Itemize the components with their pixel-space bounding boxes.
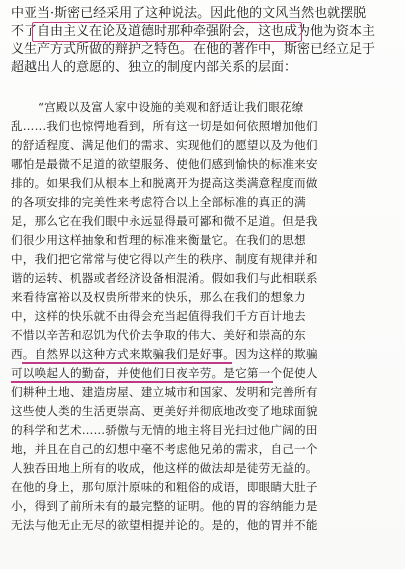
quote-line: 谐的运转、机器或者经济设备相混淆。假如我们与此相联系 (11, 271, 318, 285)
paragraph-line: 超越出人的意愿的、独立的制度内部关系的层面： (11, 60, 298, 75)
quote-line: 的舒适程度、满足他们的需求、实现他们的愿望以及为他们 (11, 138, 318, 152)
quote-line: 排的。如果我们从根本上和脱离开为提高这类满意程度而做 (11, 176, 318, 190)
quote-line: 在他的身上，那句原汁原味的和粗俗的成语，即眼睛大肚子 (11, 480, 318, 494)
quote-line: 无法与他无止无尽的欲望相提并论的。是的，他的胃并不能 (11, 518, 318, 532)
quote-line: “宫殿以及富人家中设施的美观和舒适让我们眼花缭 (38, 100, 304, 114)
quote-line: 们很少用这样抽象和哲理的标准来衡量它。在我们的思想 (11, 233, 306, 247)
quote-line: 中，我们把它常常与使它得以产生的秩序、制度有规律并和 (11, 252, 318, 266)
quote-line: 的各项安排的完美性来考虑符合以上全部标准的真正的满 (11, 195, 306, 209)
paragraph-line: 不了自由主义在论及道德时那种牵强附会，这也成为他为资本主 (11, 24, 376, 39)
quote-line: 可以唤起人的勤奋，并使他们日夜辛劳。是它第一个促使人 (11, 366, 318, 380)
quote-line: 乱……我们也惊愕地看到，所有这一切是如何依照增加他们 (11, 119, 318, 133)
quote-line: 来看待富裕以及权贵所带来的快乐，那么在我们的想象力 (11, 290, 306, 304)
quote-line: 哪怕是最微不足道的欲望服务、使他们感到愉快的标准来安 (11, 157, 318, 171)
quote-line: 足，那么它在我们眼中永远显得最可鄙和微不足道。但是我 (11, 214, 318, 228)
quote-line: 不惜以辛苦和忍饥为代价去争取的伟大、美好和崇高的东 (11, 328, 306, 342)
quote-line: 中，这样的快乐就不由得会充当起值得我们千方百计地去 (11, 309, 306, 323)
quote-line: 人独吞田地上所有的收成，他这样的做法却是徒劳无益的。 (11, 461, 318, 475)
quote-line: 们耕种土地、建造房屋、建立城市和国家、发明和完善所有 (11, 385, 318, 399)
underline-annotation (11, 381, 273, 383)
quote-line: 西。自然界以这种方式来欺骗我们是好事。因为这样的欺骗 (11, 347, 318, 361)
quote-line: 的科学和艺术……骄傲与无情的地主将目光扫过他广阔的田 (11, 423, 318, 437)
paragraph-line: 义生产方式所做的辩护之特色。在他的著作中，斯密已经立足于 (11, 42, 376, 57)
paragraph-line: 中亚当·斯密已经采用了这种说法。因此他的文风当然也就摆脱 (11, 6, 367, 21)
quote-line: 这些使人类的生活更崇高、更美好并彻底地改变了地球面貌 (11, 404, 318, 418)
quote-line: 小，得到了前所未有的最完整的证明。他的胃的容纳能力是 (11, 499, 318, 513)
quote-line: 地，并且在自己的幻想中毫不考虑他兄弟的需求，自己一个 (11, 442, 318, 456)
underline-annotation (22, 362, 232, 364)
